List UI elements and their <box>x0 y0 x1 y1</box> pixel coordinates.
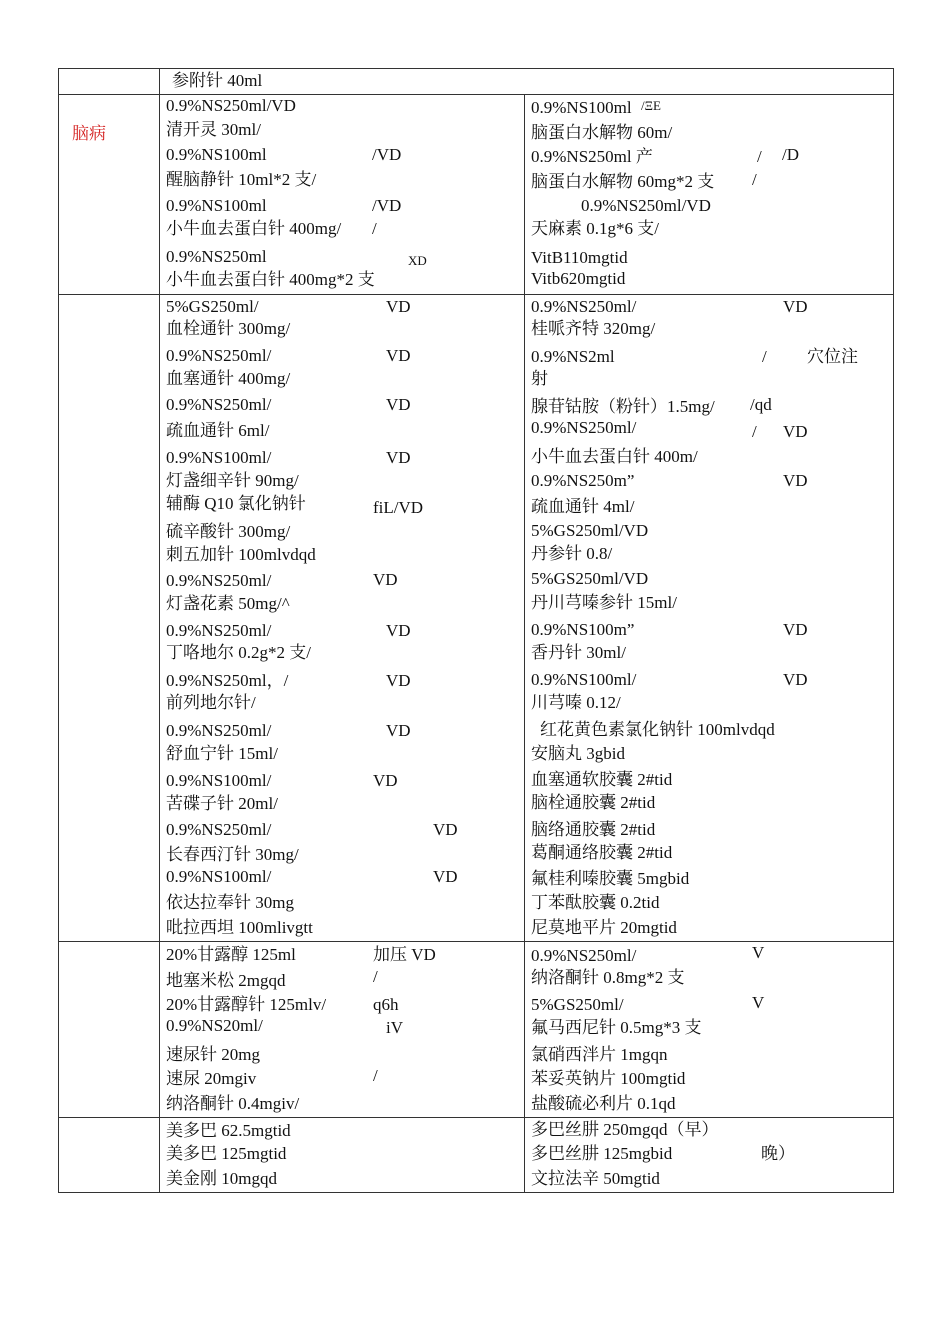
route-note: V <box>752 993 765 1012</box>
table-border <box>58 941 894 942</box>
table-border <box>524 94 525 1193</box>
drug-line: 丹参针 0.8/ <box>531 544 613 563</box>
drug-line: 尼莫地平片 20mgtid <box>531 918 677 937</box>
drug-line: 0.9%NS250ml/ <box>166 395 272 414</box>
table-border <box>159 68 160 1193</box>
category-label: 脑病 <box>72 124 106 143</box>
route-note: 晚） <box>761 1144 795 1163</box>
drug-line: 多巴丝肼 125mgbid <box>531 1144 673 1163</box>
table-border <box>58 1192 894 1193</box>
drug-line: 长春西汀针 30mg/ <box>166 845 299 864</box>
drug-line: 5%GS250ml/ <box>166 297 259 316</box>
table-border <box>58 294 894 295</box>
drug-line: 纳洛酮针 0.8mg*2 支 <box>531 968 685 987</box>
drug-line: 血塞通针 400mg/ <box>166 369 291 388</box>
route-note: VD <box>386 395 411 414</box>
route-note: VD <box>783 620 808 639</box>
drug-line: 疏血通针 4ml/ <box>531 497 635 516</box>
drug-line: 醒脑静针 10ml*2 支/ <box>166 170 317 189</box>
drug-line: 苦碟子针 20ml/ <box>166 794 278 813</box>
route-note: VD <box>433 867 458 886</box>
drug-line: 氯硝西泮片 1mgqn <box>531 1045 668 1064</box>
drug-line: 0.9%NS100ml/ <box>166 771 272 790</box>
drug-line: 香丹针 30ml/ <box>531 643 626 662</box>
drug-line: 20%甘露醇 125ml <box>166 945 296 964</box>
drug-line: 丁咯地尔 0.2g*2 支/ <box>166 643 311 662</box>
table-border <box>58 68 894 69</box>
drug-line: 清开灵 30ml/ <box>166 120 261 139</box>
route-note: VD <box>386 448 411 467</box>
drug-line: 脑栓通胶囊 2#tid <box>531 793 656 812</box>
drug-line: 灯盏花素 50mg/^ <box>166 594 290 613</box>
table-border <box>58 1117 894 1118</box>
route-note: VD <box>373 570 398 589</box>
drug-line: 0.9%NS250ml/ <box>166 721 272 740</box>
route-note: /VD <box>372 145 402 164</box>
drug-line: 血塞通软胶囊 2#tid <box>531 770 673 789</box>
drug-line: 0.9%NS250ml/ <box>531 297 637 316</box>
drug-line: 刺五加针 100mlvdqd <box>166 545 316 564</box>
drug-line: 小牛血去蛋白针 400m/ <box>531 447 698 466</box>
drug-line: 0.9%NS250m” <box>531 471 635 490</box>
drug-line: 0.9%NS2ml <box>531 347 615 366</box>
drug-line: 丁苯酞胶囊 0.2tid <box>531 893 660 912</box>
route-note: / <box>752 422 757 441</box>
drug-line: 地塞米松 2mgqd <box>166 971 286 990</box>
drug-line: 美多巴 125mgtid <box>166 1144 287 1163</box>
drug-line: 0.9%NS250ml/ <box>166 571 272 590</box>
drug-line: 灯盏细辛针 90mg/ <box>166 471 299 490</box>
route-note: / <box>752 170 757 189</box>
drug-line: 0.9%NS250ml/VD <box>166 96 296 115</box>
route-note: VD <box>783 471 808 490</box>
route-note: VD <box>373 771 398 790</box>
drug-line: 脑蛋白水解物 60mg*2 支 <box>531 172 715 191</box>
route-note: VD <box>433 820 458 839</box>
route-note: /D <box>782 145 799 164</box>
route-note: /qd <box>750 395 772 414</box>
route-note: VD <box>783 422 808 441</box>
table-border <box>893 68 894 1193</box>
route-note: VD <box>386 721 411 740</box>
drug-line: 20%甘露醇针 125mlv/ <box>166 995 327 1014</box>
drug-line: 0.9%NS250ml/ <box>166 820 272 839</box>
drug-line: 0.9%NS250ml/ <box>531 418 637 437</box>
route-note: / <box>373 1066 378 1085</box>
drug-line: 0.9%NS100ml/ <box>166 448 272 467</box>
drug-line: 5%GS250ml/VD <box>531 569 649 588</box>
route-note: /ΞE <box>641 98 661 113</box>
drug-line: VitB110mgtid <box>531 248 628 267</box>
drug-line: 5%GS250ml/ <box>531 995 624 1014</box>
drug-line: 多巴丝肼 250mgqd（早） <box>531 1120 719 1139</box>
drug-line: 氟桂利嗪胶囊 5mgbid <box>531 869 690 888</box>
drug-line: 吡拉西坦 100mlivgtt <box>166 918 313 937</box>
drug-line: 脑络通胶囊 2#tid <box>531 820 656 839</box>
drug-line: 0.9%NS250ml <box>166 247 267 266</box>
drug-line: 0.9%NS100ml <box>531 98 632 117</box>
drug-line: 0.9%NS100ml/ <box>531 670 637 689</box>
drug-line: 0.9%NS250ml/VD <box>581 196 711 215</box>
route-note: VD <box>386 346 411 365</box>
drug-line: 天麻素 0.1g*6 支/ <box>531 219 659 238</box>
route-note: VD <box>783 297 808 316</box>
drug-line: 小牛血去蛋白针 400mg*2 支 <box>166 270 375 289</box>
route-note: 穴位注 <box>807 347 858 366</box>
drug-line: 射 <box>531 369 548 388</box>
drug-line: 盐酸硫必利片 0.1qd <box>531 1094 676 1113</box>
drug-line: 0.9%NS100ml <box>166 196 267 215</box>
table-border <box>58 94 894 95</box>
route-note: / <box>762 347 767 366</box>
drug-line: 速尿 20mgiv <box>166 1069 257 1088</box>
drug-line: 美金刚 10mgqd <box>166 1169 277 1188</box>
drug-line: 5%GS250ml/VD <box>531 521 649 540</box>
drug-line: 腺苷钴胺（粉针）1.5mg/ <box>531 397 715 416</box>
drug-line: 速尿针 20mg <box>166 1045 260 1064</box>
drug-line: 丹川芎嗪参针 15ml/ <box>531 593 677 612</box>
drug-line: 安脑丸 3gbid <box>531 744 625 763</box>
drug-line: 疏血通针 6ml/ <box>166 421 270 440</box>
route-note: VD <box>783 670 808 689</box>
table-border <box>58 68 59 1193</box>
drug-line: 苯妥英钠片 100mgtid <box>531 1069 686 1088</box>
route-note: VD <box>386 621 411 640</box>
route-note: /VD <box>372 196 402 215</box>
route-note: 加压 VD <box>373 945 436 964</box>
drug-line: 脑蛋白水解物 60m/ <box>531 123 673 142</box>
drug-line: 参附针 40ml <box>172 71 263 90</box>
drug-line: 0.9%NS100ml/ <box>166 867 272 886</box>
drug-line: 0.9%NS20ml/ <box>166 1016 263 1035</box>
drug-line: 纳洛酮针 0.4mgiv/ <box>166 1094 300 1113</box>
drug-line: 辅酶 Q10 氯化钠针 <box>166 494 306 513</box>
drug-line: 美多巴 62.5mgtid <box>166 1121 291 1140</box>
drug-line: 0.9%NS250ml，/ <box>166 671 289 690</box>
drug-line: 前列地尔针/ <box>166 693 256 712</box>
drug-line: 硫辛酸针 300mg/ <box>166 522 291 541</box>
route-note: / <box>372 219 377 238</box>
drug-line: 红花黄色素氯化钠针 100mlvdqd <box>540 720 775 739</box>
route-note: / <box>757 147 762 166</box>
drug-line: 0.9%NS250ml/ <box>166 621 272 640</box>
drug-line: 0.9%NS100ml <box>166 145 267 164</box>
drug-line: 0.9%NS250ml/ <box>166 346 272 365</box>
drug-line: 小牛血去蛋白针 400mg/ <box>166 219 342 238</box>
route-note: q6h <box>373 995 399 1014</box>
drug-line: 0.9%NS100m” <box>531 620 635 639</box>
route-note: iV <box>386 1018 403 1037</box>
route-note: VD <box>386 297 411 316</box>
route-note: V <box>752 943 765 962</box>
drug-line: 葛酮通络胶囊 2#tid <box>531 843 673 862</box>
drug-line: 血栓通针 300mg/ <box>166 319 291 338</box>
drug-line: 依达拉奉针 30mg <box>166 893 294 912</box>
route-note: fiL/VD <box>373 498 424 517</box>
drug-line: 0.9%NS250ml/ <box>531 946 637 965</box>
drug-line: 桂哌齐特 320mg/ <box>531 319 656 338</box>
route-note: VD <box>386 671 411 690</box>
drug-line: 文拉法辛 50mgtid <box>531 1169 660 1188</box>
drug-line: 川芎嗪 0.12/ <box>531 693 621 712</box>
route-note: / <box>373 967 378 986</box>
drug-line: 氟马西尼针 0.5mg*3 支 <box>531 1018 702 1037</box>
drug-line: 0.9%NS250ml 产 <box>531 147 653 166</box>
route-note: XD <box>408 253 427 268</box>
drug-line: 舒血宁针 15ml/ <box>166 744 278 763</box>
drug-line: Vitb620mgtid <box>531 269 626 288</box>
